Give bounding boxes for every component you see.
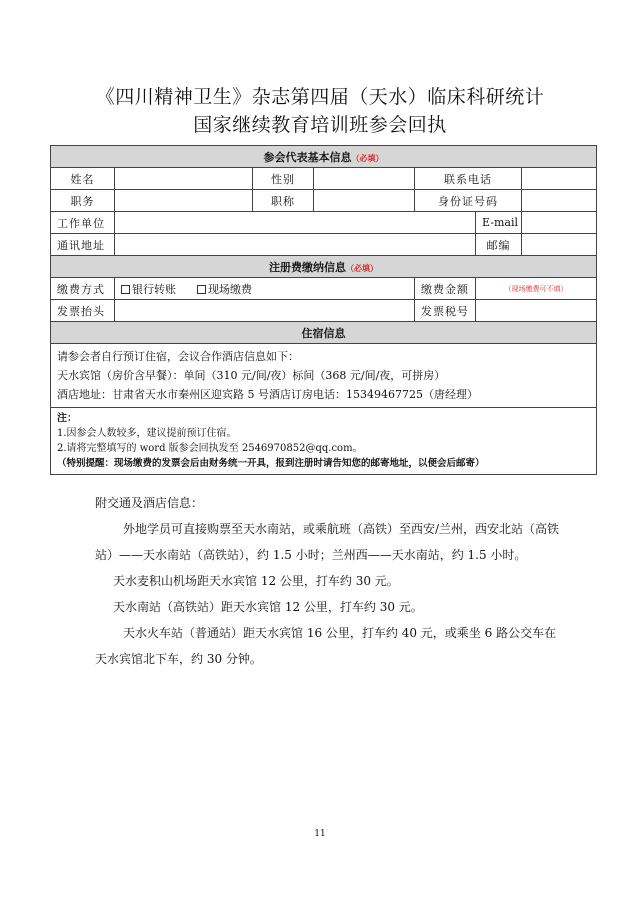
note-item: 1.因参会人数较多，建议提前预订住宿。 bbox=[57, 428, 237, 439]
lodging-line: 酒店地址：甘肃省天水市秦州区迎宾路 5 号酒店订房电话：15349467725（唐经理） bbox=[57, 388, 478, 401]
onsite-payment-label: 现场缴费 bbox=[207, 282, 252, 296]
required-note: （必填） bbox=[346, 262, 378, 273]
checkbox-icon[interactable] bbox=[197, 285, 206, 294]
title-label: 职称 bbox=[253, 190, 314, 212]
lodging-line: 天水宾馆（房价含早餐）：单间（310 元/间/夜）标间（368 元/间/夜，可拼房） bbox=[57, 369, 446, 382]
transport-info bbox=[95, 490, 565, 672]
phone-label: 联系电话 bbox=[415, 168, 522, 190]
transport-paragraph: 天水火车站（普通站）距天水宾馆 16 公里，打车约 40 元，或乘坐 6 路公交车在天水宾馆北下车，约 30 分钟。 bbox=[95, 626, 557, 666]
checkbox-icon[interactable] bbox=[121, 285, 130, 294]
phone-field[interactable] bbox=[522, 168, 597, 190]
name-field[interactable] bbox=[115, 168, 253, 190]
invoice-title-field[interactable] bbox=[115, 300, 415, 322]
name-label: 姓名 bbox=[51, 168, 115, 190]
section-header-basic-info bbox=[51, 146, 597, 168]
postcode-label: 邮编 bbox=[476, 234, 522, 256]
section-header-registration-fee bbox=[51, 256, 597, 278]
onsite-payment-note: （现场缴费可不填） bbox=[476, 278, 597, 300]
work-unit-field[interactable] bbox=[115, 212, 476, 234]
section-title: 注册费缴纳信息 bbox=[269, 260, 346, 274]
address-field[interactable] bbox=[115, 234, 476, 256]
tax-id-field[interactable] bbox=[476, 300, 597, 322]
work-unit-label: 工作单位 bbox=[51, 212, 115, 234]
position-field[interactable] bbox=[115, 190, 253, 212]
registration-form bbox=[50, 145, 597, 475]
title-field[interactable] bbox=[314, 190, 415, 212]
payment-method-label: 缴费方式 bbox=[51, 278, 115, 300]
document-title-line2: 国家继续教育培训班参会回执 bbox=[193, 114, 447, 136]
tax-id-label: 发票税号 bbox=[415, 300, 476, 322]
payment-method-options bbox=[115, 278, 415, 300]
special-reminder: （特别提醒：现场缴费的发票会后由财务统一开具，报到注册时请告知您的邮寄地址，以便会后邮寄） bbox=[57, 458, 485, 469]
postcode-field[interactable] bbox=[522, 234, 597, 256]
lodging-info bbox=[51, 344, 597, 408]
transport-heading: 附交通及酒店信息： bbox=[95, 496, 204, 510]
bank-transfer-label: 银行转账 bbox=[132, 282, 176, 296]
position-label: 职务 bbox=[51, 190, 115, 212]
id-number-field[interactable] bbox=[522, 190, 597, 212]
transport-paragraph: 天水南站（高铁站）距天水宾馆 12 公里，打车约 30 元。 bbox=[113, 600, 423, 614]
gender-label: 性别 bbox=[253, 168, 314, 190]
payment-amount-label: 缴费金额 bbox=[415, 278, 476, 300]
section-title: 参会代表基本信息 bbox=[263, 150, 352, 164]
address-label: 通讯地址 bbox=[51, 234, 115, 256]
page-number: 11 bbox=[314, 829, 326, 839]
section-header-lodging bbox=[51, 322, 597, 344]
email-label: E-mail bbox=[476, 212, 522, 234]
bank-transfer-option[interactable] bbox=[121, 283, 176, 296]
onsite-payment-option[interactable] bbox=[197, 283, 252, 296]
lodging-line: 请参会者自行预订住宿，会议合作酒店信息如下： bbox=[57, 350, 299, 363]
id-number-label: 身份证号码 bbox=[415, 190, 522, 212]
email-field[interactable] bbox=[522, 212, 597, 234]
invoice-title-label: 发票抬头 bbox=[51, 300, 115, 322]
required-note: （必填） bbox=[351, 152, 384, 163]
gender-field[interactable] bbox=[314, 168, 415, 190]
notes-label: 注： bbox=[57, 413, 77, 424]
section-title: 住宿信息 bbox=[301, 326, 346, 340]
note-item: 2.请将完整填写的 word 版参会回执发至 2546970852@qq.com。 bbox=[57, 443, 363, 454]
notes-block bbox=[51, 408, 597, 475]
document-title-line1: 《四川精神卫生》杂志第四届（天水）临床科研统计 bbox=[95, 86, 545, 108]
transport-paragraph: 外地学员可直接购票至天水南站，或乘航班（高铁）至西安/兰州，西安北站（高铁站）——天水南站（高铁站），约 1.5 小时；兰州西——天水南站，约 1.5 小时。 bbox=[95, 522, 560, 562]
transport-paragraph: 天水麦积山机场距天水宾馆 12 公里，打车约 30 元。 bbox=[113, 574, 399, 588]
